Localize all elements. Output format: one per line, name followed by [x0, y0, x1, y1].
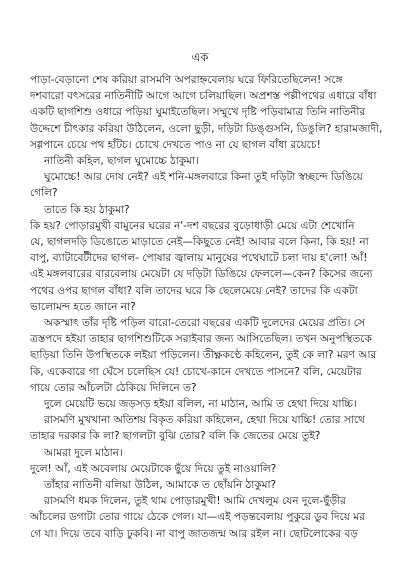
text-line: কি, একেবারে গা ঘেঁসে চলেছিস যে! চোখে-কানে দেখতে পাসনে? বলি, মেয়েটার — [30, 365, 362, 378]
text-line: গে যা। দিয়ে তবে বাড়ি ঢুকবি। না বাপু জাতজন্ম আর রইল না। ছোটলোকের বড় — [30, 527, 358, 540]
text-line: আমরা দুলে মাঠান। — [44, 446, 123, 459]
text-line: ত্রস্তপদে হইয়া তাহার ছাগশিশুটিকে সরাইবার জন্য আসিতেছিল। তখন অনুপস্থিতকে — [30, 333, 372, 346]
chapter-title: এক — [191, 50, 209, 64]
text-line: তাঁহার নাতিনী বলিয়া উঠিল, আমাকে ত ছোঁয়নি ঠাকুমা? — [44, 479, 277, 492]
text-line: নাতিনী কহিল, ছাগল ঘুমোচ্চে ঠাকুমা। — [44, 155, 199, 168]
text-line: কি হয়? পোড়ারমুখী বামুনের ঘরের ন'-দশ বছরের বুড়োধাড়ী মেয়ে এটা শেখোনি — [30, 219, 355, 232]
text-line: একটি ছাগশিশু ওধারে পড়িয়া ঘুমাইতেছিল। সম্মুখে দৃষ্টি পড়িবামাত্র তিনি নাতিনীর — [30, 106, 366, 119]
text-line: সগ্গপানে চেয়ে পথ হাঁটচ। চোখে দেখতে পাও না যে ছাগল বাঁধা রয়েচে! — [30, 138, 321, 151]
text-line: ছাড়িয়া তিনি উপস্থিতকে লইয়া পড়িলেন। তীক্ষ্ণকণ্ঠে কহিলেন, তুই কে লা? মরণ আর — [30, 349, 377, 362]
text-line: পাড়া-বেড়ানো শেষ করিয়া রাসমণি অপরাহ্নবেলায় ঘরে ফিরিতেছিলেন! সঙ্গে — [30, 74, 343, 86]
text-line: গায়ে তোর আঁচলটা ঠেকিয়ে দিলিনে ত? — [30, 381, 197, 394]
text-line: তাতে কি হয় ঠাকুমা? — [44, 203, 130, 216]
text-line: রাসমণি ধমক দিলেন, তুই থাম পোড়ারমুখী! আমি দেখলুম যেন দুলে-ছুঁড়ীর — [44, 495, 346, 508]
text-line: এই মঙ্গলবারের বারবেলায় মেয়েটা যে দড়িটা ডিঙিয়ে ফেললে—কেন? কিসের জন্যে — [30, 268, 373, 281]
text-line: গেলি? — [30, 187, 58, 200]
text-line: দুলে মেয়েটি ভয়ে জড়সড় হইয়া বলিল, না মাঠান, আমি ত হেথা দিয়ে যাচ্চি। — [44, 398, 357, 411]
text-line: ঘুমোচ্চে! আর দোষ নেই? এই শনি-মঙ্গলবারে কিনা তুই দড়িটা স্বচ্ছন্দে ডিঙিয়ে — [44, 171, 363, 184]
text-line: আঁচলের ডগাটা তোর গায়ে ঠেকে গেল। যা—এই পড়ন্তবেলায় পুকুরে ডুব দিয়ে মর — [30, 511, 365, 524]
text-line: দুলে! আঁ, এই অবেলায় মেয়েটাকে ছুঁয়ে দিয়ে তুই নাওয়ালি? — [30, 462, 277, 475]
text-line: পথের ওপর ছাগল বাঁধা? বলি তাদের ঘরে কি ছেলেমেয়ে নেই? তাদের কি একটা — [30, 284, 358, 297]
text-line: বাপু, ব্যাটাবেটীদের ছাগল- পোষার জ্বালায় মানুষের পথেঘাটে চলা দায় হ'লো! আঁ! — [30, 252, 368, 265]
text-line: রাসমণি মুখখানা অতিশয় বিকৃত করিয়া কহিলেন, হেথা দিয়ে যাচ্চি! তোর সাথে — [44, 414, 365, 427]
text-line: অকস্মাৎ তাঁর দৃষ্টি পড়িল বারো-তেরো বছরের একটি দুলেদের মেয়ের প্রতি। সে — [44, 317, 365, 330]
body-text — [30, 72, 382, 542]
text-line: উদ্দেশে চীৎকার করিয়া উঠিলেন, ওলো ছুড়ী, দড়িটা ডিঙ্গুসনি, ডিঙুলি? হারামজাদী, — [30, 122, 382, 135]
text-line: তাহার দরকার কি লা? ছাগলটা বুঝি তোর? বলি কি জেতের মেয়ে তুই? — [30, 430, 321, 443]
text-line: যে, ছাগলদড়ি ডিঙোতে মাড়াতে নেই—কিছুতে নেই! আবার বলে কিনা, কি হয়! না — [30, 236, 369, 249]
text-line: দশবারো বৎসরের নাতিনীটি আগে আগে চলিয়াছিল। অপ্রশস্ত পল্লীপথের এধারে বাঁধা — [30, 90, 377, 103]
text-line: ভালোমন্দ হতে জানে না? — [30, 300, 136, 313]
